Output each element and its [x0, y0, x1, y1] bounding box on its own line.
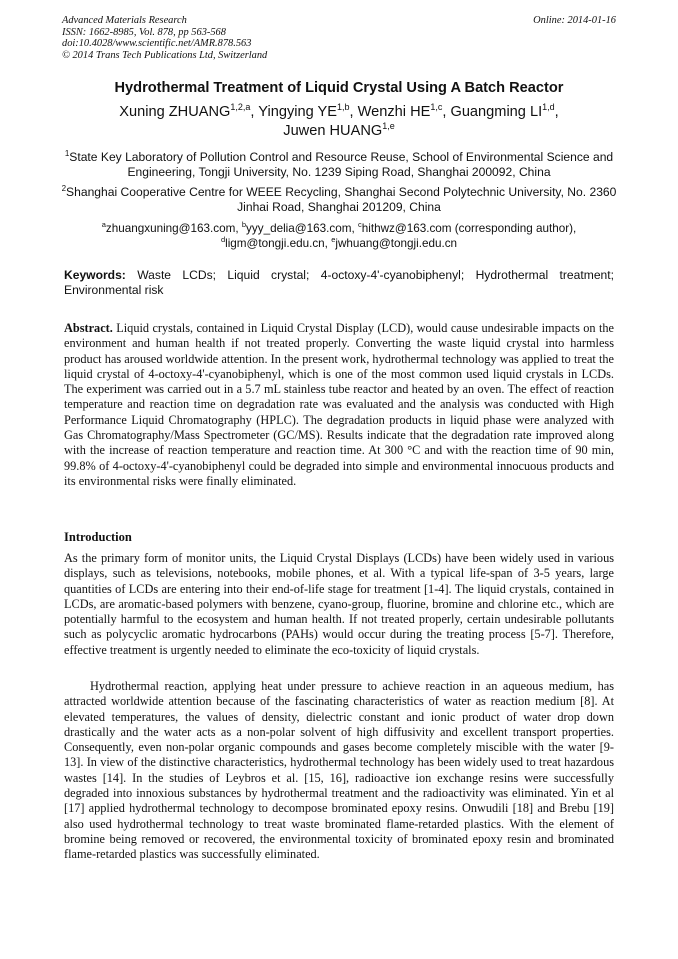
keywords-label: Keywords:	[64, 268, 126, 282]
email-link[interactable]: zhuangxuning@163.com,	[105, 222, 242, 235]
author-name: Yingying YE	[258, 104, 337, 120]
email-link[interactable]: jwhuang@tongji.edu.cn	[335, 236, 458, 250]
keywords	[64, 268, 614, 298]
keywords-text: Waste LCDs; Liquid crystal; 4-octoxy-4'-cyanobiphenyl; Hydrothermal treatment; Environmental risk	[64, 268, 614, 298]
intro-paragraph-2: Hydrothermal reaction, applying heat under pressure to achieve reaction in an aqueous medium, has attracted worldwide attention because of the fascinating characteristics of water as reaction medium [8]. At elevated temperatures, the values of density, dielectric constant and ionic product of water drop down drastically and the water acts as a non-polar solvent of high diffusivity and excellent transport properties. Consequently, even non-polar organic compounds and gases become completely miscible with the water [9-13]. In view of the distinctive characteristics, hydrothermal technology has been widely used to treat hazardous wastes [14]. In the studies of Leybros et al. [15, 16], radioactive ion exchange resins were successfully degraded into innoxious substances by hydrothermal treatment and the radioactivity was eliminated. Yin et al [17] applied hydrothermal technology to decompose brominated epoxy resins. Onwudili [18] and Brebu [19] also used hydrothermal technology to treat waste brominated flame-retarded plastics. With the element of bromine being removed or recovered, the environmental toxicity of brominated epoxy resin and brominated flame-retarded plastics was successfully eliminated.	[64, 679, 614, 862]
journal-copyright: © 2014 Trans Tech Publications Ltd, Switzerland	[62, 49, 268, 61]
affiliation-1	[60, 150, 618, 180]
paper-title: Hydrothermal Treatment of Liquid Crystal Using A Batch Reactor	[114, 80, 564, 96]
affiliation-2	[60, 185, 618, 215]
journal-header	[62, 15, 267, 61]
email-link[interactable]: ligm@tongji.edu.cn,	[225, 236, 332, 250]
author-name: Juwen HUANG	[283, 123, 383, 139]
email-mark: b	[241, 220, 247, 229]
online-date: Online: 2014-01-16	[533, 15, 616, 26]
author-name: Wenzhi HE	[357, 104, 431, 120]
author-affil-mark: 1,2,a	[230, 102, 251, 112]
email-mark: d	[220, 234, 226, 244]
author-affil-mark: 1,b	[336, 102, 350, 112]
affiliation-text: Shanghai Cooperative Centre for WEEE Recycling, Shanghai Second Polytechnic University, No. 2360 Jinhai Road, Shanghai 201209, China	[66, 185, 617, 215]
affiliation-mark: 1	[64, 149, 70, 158]
abstract-label: Abstract.	[64, 321, 113, 335]
intro-paragraph-1: As the primary form of monitor units, the Liquid Crystal Displays (LCDs) have been widely used in various displays, such as televisions, notebooks, mobile phones, et al. With a typical life-span of 3-5 years, large quantities of LCDs are entering into their end-of-life stage for treatment [1-4]. The liquid crystals, contained in LCDs, are aromatic-based polymers with benzene, cyano-group, fluorine, bromine and chlorine etc., which are potentially harmful to the ecosystem and human health. If not treated properly, certain undesirable pollutants such as polycyclic aromatic hydrocarbons (PAHs) would occur during the treating process [5-7]. Therefore, effective treatment is urgently needed to eliminate the eco-toxicity of liquid crystals.	[64, 551, 614, 657]
affiliation-text: State Key Laboratory of Pollution Control and Resource Reuse, School of Environmental Science and Engineering, Tongji University, No. 1239 Siping Road, Shanghai 200092, China	[69, 150, 614, 180]
section-heading-introduction: Introduction	[64, 530, 132, 544]
author-emails	[60, 222, 618, 251]
journal-doi: doi:10.4028/www.scientific.net/AMR.878.563	[62, 38, 252, 50]
affiliation-mark: 2	[61, 184, 67, 193]
author-name: Guangming LI	[450, 104, 543, 120]
email-link[interactable]: hithwz@163.com (corresponding author),	[361, 222, 577, 235]
journal-issn: ISSN: 1662-8985, Vol. 878, pp 563-568	[62, 26, 226, 38]
email-mark: c	[357, 220, 362, 229]
author-affil-mark: 1,e	[382, 121, 395, 131]
author-affil-mark: 1,c	[430, 102, 443, 112]
email-link[interactable]: yyy_delia@163.com,	[246, 222, 358, 235]
author-list: Xuning ZHUANG$^{1,2,a}$, Yingying YE$^{1,b}$, Wenzhi HE$^{1,c}$, Guangming LI$^{1,d}$, Juwen HUANG$^{1,e}$	[119, 102, 559, 139]
email-mark: e	[331, 234, 336, 244]
author-affil-mark: 1,d	[542, 102, 555, 112]
abstract-text: Liquid crystals, contained in Liquid Crystal Display (LCD), would cause undesirable impacts on the environment and human health if not treated properly. Converting the waste liquid crystal into harmless product has aroused worldwide attention. In the present work, hydrothermal technology was applied to treat the liquid crystal of 4-octoxy-4'-cyanobiphenyl, which is one of the most common used liquid crystals in LCDs. The experiment was carried out in a 5.7 mL stainless tube reactor and heated by an oven. The effect of reaction temperature and reaction time on degradation rate was evaluated and the analysis was conducted with High Performance Liquid Chromatography (HPLC). The degradation products in liquid phase were analyzed with Gas Chromatography/Mass Spectrometer (GC/MS). Results indicate that the degradation rate improved along with the increase of reaction temperature and reaction time. At 300 °C and with the reaction time of 90 min, 99.8% of 4-octoxy-4'-cyanobiphenyl could be degraded into simple and environmental innocuous products and its environmental risks were finally eliminated.	[64, 321, 614, 488]
journal-name: Advanced Materials Research	[62, 15, 187, 26]
email-mark: a	[101, 220, 106, 229]
author-name: Xuning ZHUANG	[119, 104, 231, 120]
abstract	[64, 321, 614, 489]
